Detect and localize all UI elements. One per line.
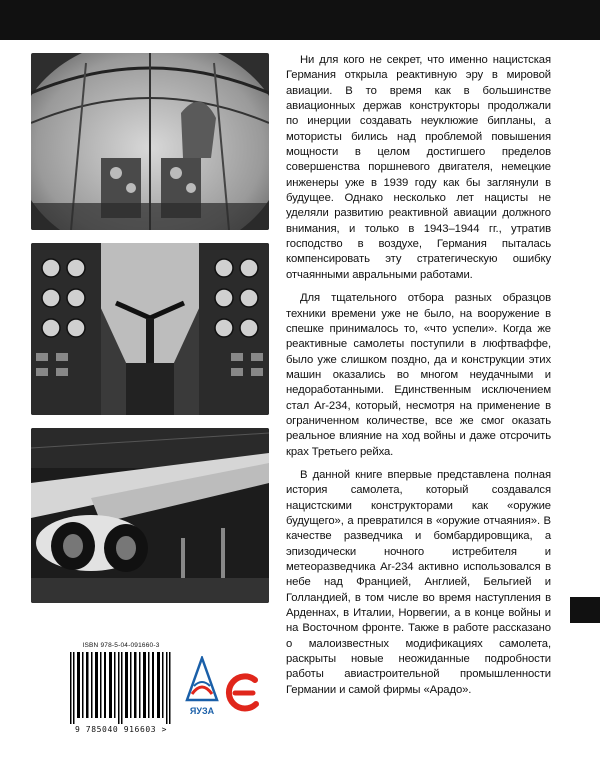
isbn-label: ISBN 978-5-04-091660-3: [82, 642, 160, 649]
barcode-digits: 9 785040 916603 >: [74, 725, 168, 734]
top-black-bar: [0, 0, 600, 40]
eksmo-logo-icon: [225, 672, 261, 714]
isbn-barcode-block: [62, 642, 180, 740]
paragraph-2: Для тщательного отбора разных образцов техники времени уже не было, на вооружение в спешке принималось то, «что успели». Когда же реактивные самолеты поступили в люфтваффе, было уже слишком поздно, да и конструкции этих машин оказались во многом неудачными и недоработанными. Единственным исключением стал Ar-234, который, несмотря на применение в ограниченном количестве, все же смог оказать реальное влияние на ход войны и даже отсрочить крах Третьего рейха.: [286, 292, 551, 458]
paragraph-3: В данной книге впервые представлена полная история самолета, который создавался нацистскими конструкторами как «оружие будущего», а превратился в «оружие отчаяния». В качестве разведчика и бомбардировщика, а эпизодически ночного истребителя и метеоразведчика Ar-234 активно использовался в небе над Францией, Англией, Бельгией и Голландией, в том числе во время наступления в Арденнах, в Италии, Норвегии, а в конце войны и на Восточном фронте. Также в работе рассказано о малоизвестных модификациях самолета, раскрыты новые неожиданные подробности работы авиастроительной промышленности Германии и самой фирмы «Арадо».: [286, 468, 551, 696]
aircraft-hangar-photo: [31, 428, 269, 603]
paragraph-1: Ни для кого не секрет, что именно нацистская Германия открыла реактивную эру в мировой авиации. В то время как в большинстве авиационных держав конструкторы продолжали по инерции создавать неуклюжие бипланы, а мотористы бились над проблемой повышения мощности в целом достигшего пределов совершенства поршневого двигателя, немецкие инженеры уже в 1939 году как бы заглянули в будущее. Однако несколько лет нацисты не уделяли развитию реактивной авиации должного внимания, и только в 1943–1944 гг., утратив господство в воздухе, Германия пыталась компенсировать эту стратегическую ошибку отчаянными авральными работами.: [286, 54, 551, 281]
publisher-logo-text: ЯУЗА: [189, 706, 215, 716]
right-black-tab: [570, 597, 600, 623]
description-text: [286, 53, 551, 706]
cockpit-nose-photo: [31, 53, 269, 230]
yauza-logo-icon: [184, 656, 220, 720]
barcode-icon: [68, 652, 176, 724]
instrument-panel-photo: [31, 243, 269, 415]
